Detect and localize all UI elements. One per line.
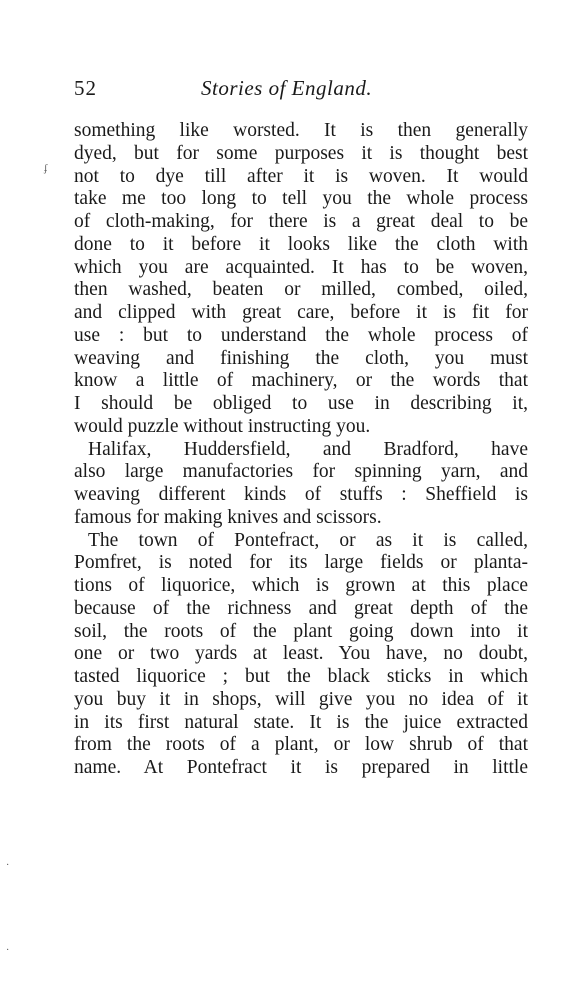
text-line: name. At Pontefract it is prepared in little — [74, 757, 528, 778]
text-line: weaving and finishing the cloth, you must — [74, 347, 528, 369]
text-line: Halifax, Huddersfield, and Bradford, have — [88, 438, 528, 460]
text-line: Pomfret, is noted for its large fields or planta- — [74, 552, 528, 574]
text-line: take me too long to tell you the whole process — [74, 188, 528, 210]
margin-speck: · — [6, 860, 10, 871]
text-line: soil, the roots of the plant going down into it — [74, 620, 528, 642]
running-title: Stories of England. — [201, 76, 373, 100]
text-line: you buy it in shops, will give you no idea of it — [74, 688, 528, 710]
text-line: then washed, beaten or milled, combed, oiled, — [74, 279, 528, 301]
text-line: which you are acquainted. It has to be woven, — [74, 256, 528, 278]
margin-speck: ʄ — [44, 163, 48, 174]
text-line: famous for making knives and scissors. — [74, 506, 382, 528]
text-line: use : but to understand the whole process of — [74, 324, 528, 346]
text-line: tasted liquorice ; but the black sticks in which — [74, 666, 528, 687]
text-line: would puzzle without instructing you. — [74, 415, 371, 437]
text-line: also large manufactories for spinning yarn, and — [74, 461, 528, 483]
text-line: in its first natural state. It is the juice extracted — [74, 711, 528, 733]
text-line: because of the richness and great depth of the — [74, 597, 528, 619]
text-line: done to it before it looks like the cloth with — [74, 233, 528, 255]
body-text — [74, 120, 528, 780]
running-head — [74, 76, 532, 104]
paragraph — [74, 530, 528, 780]
text-line: not to dye till after it is woven. It would — [74, 165, 528, 187]
paragraph — [74, 439, 528, 530]
paragraph — [74, 120, 528, 439]
text-line: from the roots of a plant, or low shrub of that — [74, 734, 528, 756]
margin-speck: · — [6, 945, 10, 956]
text-line: know a little of machinery, or the words that — [74, 370, 528, 392]
text-line: The town of Pontefract, or as it is called, — [88, 529, 528, 551]
text-line: one or two yards at least. You have, no doubt, — [74, 643, 528, 665]
page-number: 52 — [74, 76, 97, 100]
text-line: I should be obliged to use in describing it, — [74, 393, 528, 414]
text-line: and clipped with great care, before it is fit for — [74, 302, 528, 323]
text-line: something like worsted. It is then generally — [74, 120, 528, 141]
text-line: dyed, but for some purposes it is thought best — [74, 142, 528, 164]
text-line: tions of liquorice, which is grown at this place — [74, 575, 528, 596]
text-line: of cloth-making, for there is a great deal to be — [74, 211, 528, 232]
text-line: weaving different kinds of stuffs : Sheffield is — [74, 484, 528, 505]
